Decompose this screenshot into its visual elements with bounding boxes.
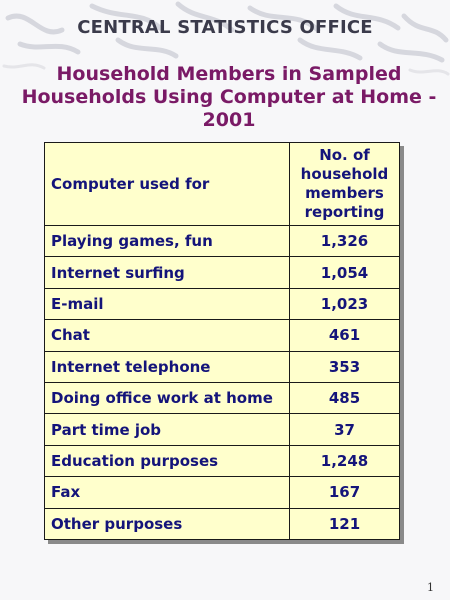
table-row — [45, 414, 400, 445]
row-value: 37 — [290, 414, 400, 445]
row-label: Internet surfing — [45, 257, 290, 288]
row-value: 353 — [290, 351, 400, 382]
row-value: 1,248 — [290, 445, 400, 476]
row-label: E-mail — [45, 288, 290, 319]
table-row — [45, 288, 400, 319]
row-label: Chat — [45, 320, 290, 351]
row-value: 1,054 — [290, 257, 400, 288]
table-header-row — [45, 143, 400, 226]
statistics-table — [44, 142, 400, 540]
row-value: 167 — [290, 477, 400, 508]
table-row — [45, 257, 400, 288]
table-row — [45, 226, 400, 257]
table-row — [45, 508, 400, 539]
table-row — [45, 477, 400, 508]
row-value: 1,326 — [290, 226, 400, 257]
table-row — [45, 351, 400, 382]
organization-header: CENTRAL STATISTICS OFFICE — [77, 17, 373, 38]
row-value: 485 — [290, 382, 400, 413]
table-row — [45, 320, 400, 351]
row-label: Playing games, fun — [45, 226, 290, 257]
page-number: 1 — [427, 581, 434, 594]
row-label: Other purposes — [45, 508, 290, 539]
table-row — [45, 445, 400, 476]
row-label: Part time job — [45, 414, 290, 445]
row-label: Doing office work at home — [45, 382, 290, 413]
row-label: Fax — [45, 477, 290, 508]
row-value: 1,023 — [290, 288, 400, 319]
row-value: 121 — [290, 508, 400, 539]
page-title: Household Members in Sampled Households Using Computer at Home - 2001 — [21, 63, 437, 131]
table-row — [45, 382, 400, 413]
row-value: 461 — [290, 320, 400, 351]
column-header-count: No. of household members reporting — [290, 143, 400, 226]
row-label: Internet telephone — [45, 351, 290, 382]
row-label: Education purposes — [45, 445, 290, 476]
column-header-usage: Computer used for — [45, 143, 290, 226]
